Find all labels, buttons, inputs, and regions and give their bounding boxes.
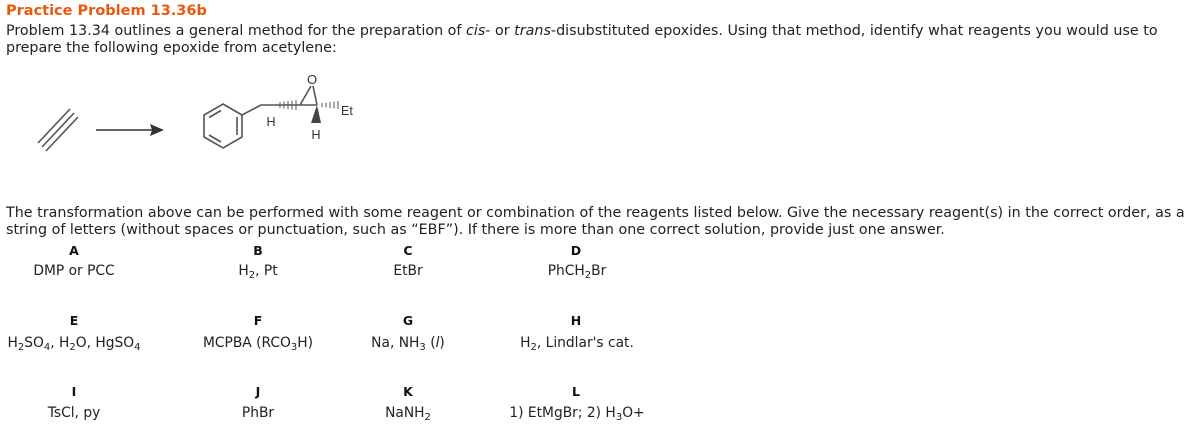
reagent-letter-h: H: [570, 313, 582, 328]
reaction-arrow: [96, 124, 164, 136]
reagent-letter-c: C: [403, 243, 413, 258]
solid-wedge-bottom: [311, 105, 321, 123]
epoxide-oxygen: O: [306, 72, 318, 87]
intro-text-2: - or: [485, 23, 515, 39]
reagent-a: DMP or PCC: [33, 263, 115, 279]
benzene-ring: [204, 104, 242, 148]
label-h-bottom: H: [311, 128, 321, 142]
intro-cis: cis: [466, 23, 486, 39]
reagent-h: $H_2$, Lindlar's cat.: [520, 335, 634, 353]
label-h-left: H: [266, 115, 276, 129]
intro-trans: trans: [514, 23, 551, 39]
epoxide-ring: [261, 86, 317, 105]
reagent-letter-a: A: [69, 243, 79, 258]
intro-text-1: Problem 13.34 outlines a general method for the preparation of: [6, 23, 466, 39]
reagent-letter-e: E: [69, 313, 79, 328]
ring-to-epoxide-bond: [242, 105, 261, 115]
reagent-letter-k: K: [403, 384, 413, 399]
reagent-j: PhBr: [241, 405, 275, 421]
reagent-e: $H_2SO_4$, $H_2O$, HgSO$_4$: [7, 335, 141, 353]
reagent-letter-f: F: [253, 313, 263, 328]
reagent-letter-g: G: [402, 313, 414, 328]
reagent-letter-d: D: [570, 243, 582, 258]
problem-title: Practice Problem 13.36b: [6, 3, 207, 19]
reagent-d: PhCH$_2$Br: [547, 263, 607, 281]
intro-text-3: -disubstituted epoxides. Using that method, identify what reagents you would use to prepare the following epoxide from acetylene:: [6, 23, 1158, 56]
reagent-letter-l: L: [572, 384, 580, 399]
reagent-l: 1) EtMgBr; 2) $H_3O+$: [509, 405, 645, 423]
reagent-g: Na, $NH_3$ (l): [371, 335, 445, 353]
reagent-b: $H_2$, Pt: [238, 263, 278, 281]
reagent-letter-j: J: [255, 384, 261, 399]
reagent-c: EtBr: [393, 263, 423, 279]
problem-intro: [6, 23, 1186, 57]
reagent-letter-i: I: [71, 384, 77, 399]
reagent-k: NaNH$_2$: [385, 405, 431, 423]
reagent-f: MCPBA $(RCO_3H)$: [202, 335, 314, 353]
hashed-wedge-right: [322, 101, 338, 109]
label-et: Et: [341, 104, 353, 118]
reagent-letter-b: B: [253, 243, 263, 258]
reagent-i: TsCl, py: [47, 405, 101, 421]
reaction-scheme: [30, 66, 390, 176]
instructions-text: The transformation above can be performed with some reagent or combination of the reagents listed below. Give the necessary reagent(s) in the correct order, as a string of letters (without spaces or punctuation, such as “EBF”). If there is more than one correct solution, provide just one answer.: [6, 205, 1185, 238]
acetylene-structure: [38, 109, 78, 151]
